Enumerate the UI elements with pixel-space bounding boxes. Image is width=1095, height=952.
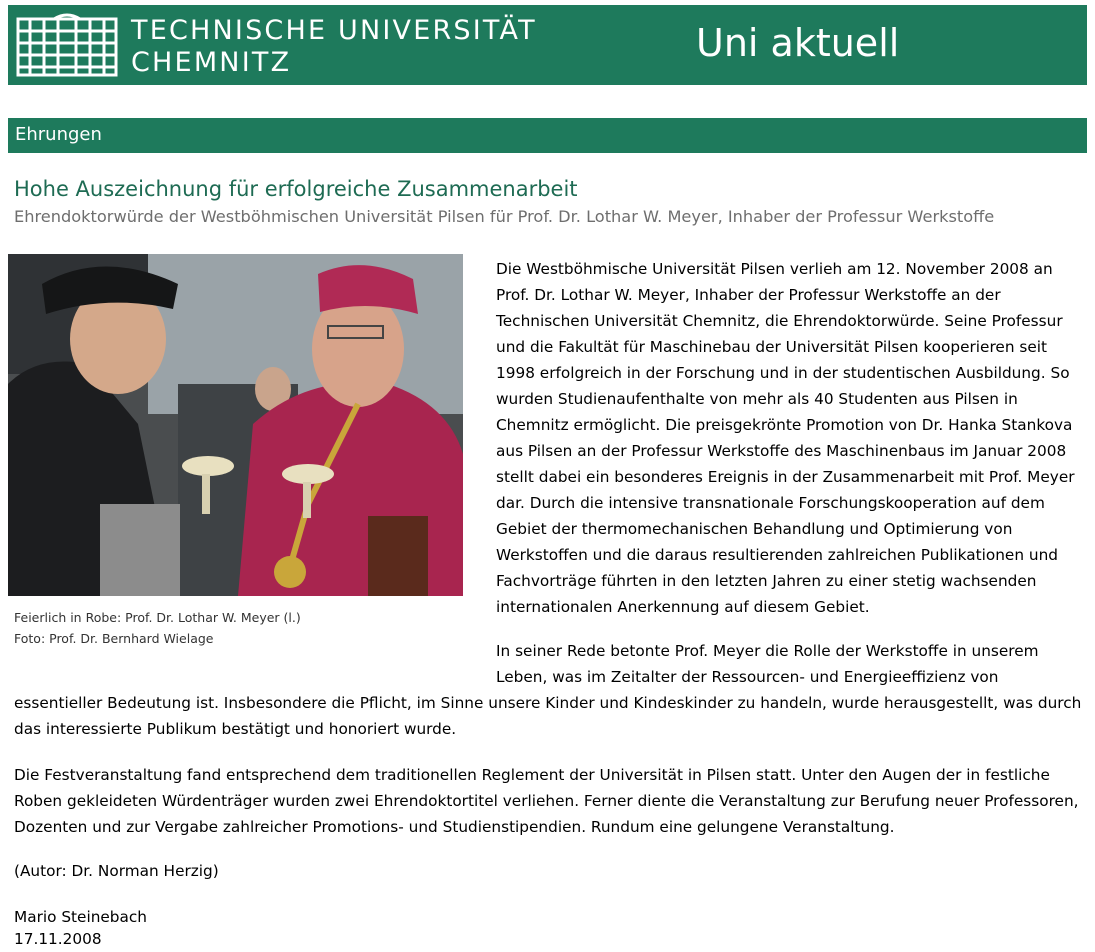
article-subtitle: Ehrendoktorwürde der Westböhmischen Universität Pilsen für Prof. Dr. Lothar W. Meyer, Inhaber der Professur Werkstoffe (14, 207, 995, 226)
article-paragraph-2-end: essentieller Bedeutung ist. Insbesondere die Pflicht, im Sinne unsere Kinder und Kindeskinder zu handeln, wurde herausgestellt, was durch das interessierte Publikum bestätigt und honoriert wurde. (14, 694, 1082, 738)
article-paragraph-2-start: In seiner Rede betonte Prof. Meyer die Rolle der Werkstoffe in unserem Leben, was im Zeitalter der Ressourcen- und Energieeffizienz von (496, 642, 1039, 686)
author-note: (Autor: Dr. Norman Herzig) (14, 862, 219, 880)
article-paragraph-1: Die Westböhmische Universität Pilsen verlieh am 12. November 2008 an Prof. Dr. Lothar W. Meyer, Inhaber der Professur Werkstoffe an der Technischen Universität Chemnitz, die Ehrendoktorwürde. Seine Professur und die Fakultät für Maschinebau der Universität Pilsen kooperieren seit 1998 erfolgreich in der Forschung und in der studentischen Ausbildung. So wurden Studienaufenthalte von mehr als 40 Studenten aus Pilsen in Chemnitz ermöglicht. Die preisgekrönte Promotion von Dr. Hanka Stankova aus Pilsen an der Professur Werkstoffe des Maschinenbaus im Januar 2008 stellt dabei ein besonderes Ereignis in der Zusammenarbeit mit Prof. Meyer dar. Durch die intensive transnationale Forschungskooperation auf dem Gebiet der thermomechanischen Behandlung und Optimierung von Werkstoffen und die daraus resultierenden zahlreichen Publikationen und Fachvorträge führten in den letzten Jahren zu einer stetig wachsenden internationalen Anerkennung auf diesem Gebiet. (496, 260, 1075, 616)
publication-title: Uni aktuell (696, 21, 900, 65)
university-name-line2: CHEMNITZ (131, 47, 292, 78)
signature-date: 17.11.2008 (14, 930, 102, 948)
article-paragraph-3: Die Festveranstaltung fand entsprechend dem traditionellen Reglement der Universität in Pilsen statt. Unter den Augen der in festliche Roben gekleideten Würdenträger wurden zwei Ehrendoktortitel verliehen. Ferner diente die Veranstaltung zur Berufung neuer Professoren, Dozenten und zur Vergabe zahlreicher Promotions- und Studienstipendien. Rundum eine gelungene Veranstaltung. (14, 766, 1079, 836)
category-label: Ehrungen (15, 124, 102, 145)
university-name (131, 15, 537, 79)
category-bar (8, 118, 1087, 153)
article-title: Hohe Auszeichnung für erfolgreiche Zusammenarbeit (14, 177, 578, 201)
photo-caption (14, 607, 301, 649)
photo-caption-line1: Feierlich in Robe: Prof. Dr. Lothar W. Meyer (l.) (14, 610, 301, 625)
university-name-line1: TECHNISCHE UNIVERSITÄT (131, 15, 537, 46)
university-logo-icon (14, 11, 120, 79)
ceremony-photo-illustration (8, 254, 463, 596)
header-banner (8, 5, 1087, 85)
photo-credit: Foto: Prof. Dr. Bernhard Wielage (14, 631, 214, 646)
signature-name: Mario Steinebach (14, 908, 147, 926)
article-photo (8, 254, 463, 596)
